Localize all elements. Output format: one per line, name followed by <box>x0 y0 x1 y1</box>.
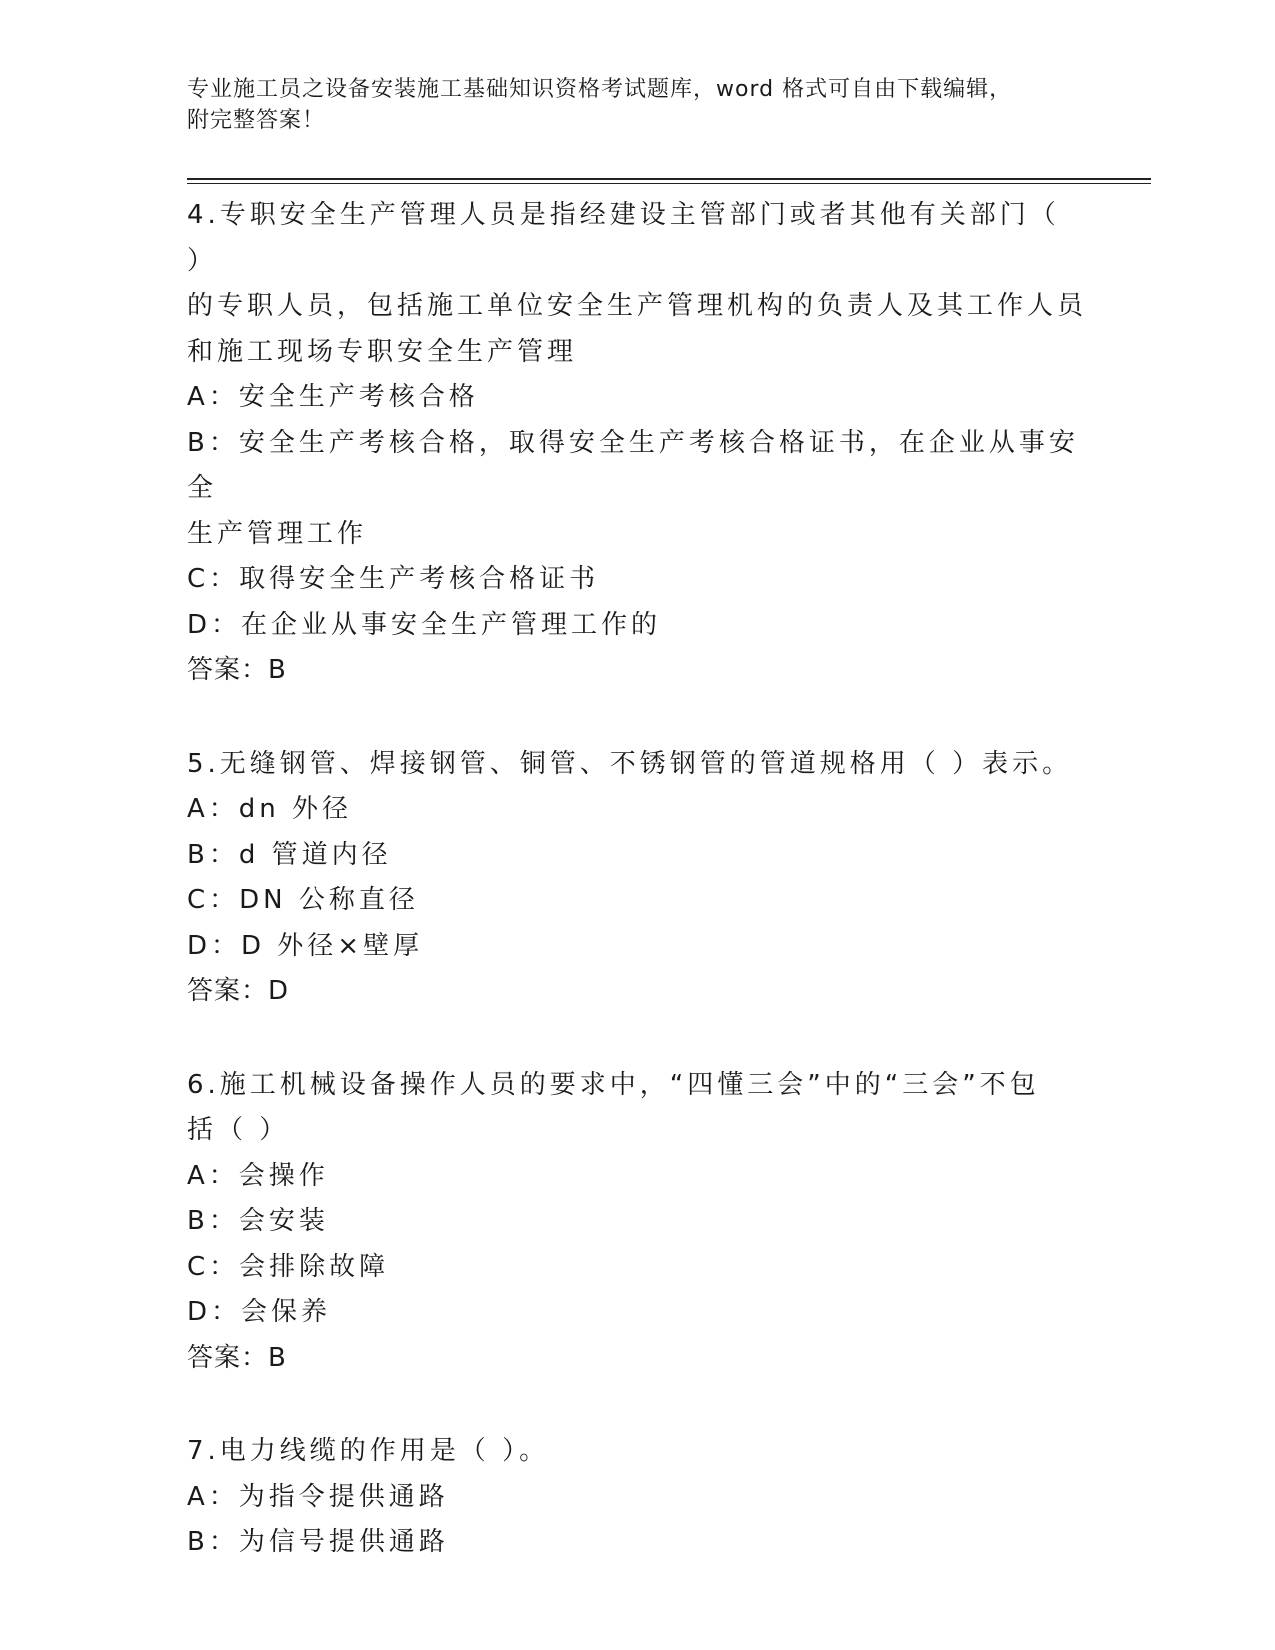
option-a: A：安全生产考核合格 <box>187 382 479 412</box>
option-b: B：为信号提供通路 <box>187 1527 449 1557</box>
header-line-1: 专业施工员之设备安装施工基础知识资格考试题库，word 格式可自由下载编辑， <box>187 77 1013 102</box>
option-a: A：dn 外径 <box>187 794 353 824</box>
answer-line: 答案：B <box>187 1342 287 1373</box>
option-b: B：d 管道内径 <box>187 839 392 870</box>
question-stem-line: 和施工现场专职安全生产管理 <box>187 336 578 367</box>
option-b: B：会安装 <box>187 1206 329 1236</box>
question-stem-line: 7.电力线缆的作用是（ ）。 <box>187 1436 550 1466</box>
answer-line: 答案：B <box>187 655 287 685</box>
question-6 <box>187 1063 1087 1382</box>
option-d: D：会保养 <box>187 1297 332 1327</box>
question-5 <box>187 742 1087 1015</box>
question-list <box>187 193 1087 1614</box>
option-d: D：在企业从事安全生产管理工作的 <box>187 609 662 640</box>
question-stem-line: 5.无缝钢管、焊接钢管、铜管、不锈钢管的管道规格用（ ）表示。 <box>187 748 1073 779</box>
option-c: C：会排除故障 <box>187 1251 390 1282</box>
question-7 <box>187 1429 1087 1566</box>
option-b-continued: 生产管理工作 <box>187 518 368 549</box>
header-line-2: 附完整答案！ <box>187 108 326 133</box>
question-4 <box>187 193 1087 694</box>
answer-line: 答案：D <box>187 976 290 1006</box>
question-stem-line: 6.施工机械设备操作人员的要求中，“四懂三会”中的“三会”不包 <box>187 1069 1040 1100</box>
question-stem-line: 括（ ） <box>187 1115 290 1145</box>
option-c: C：DN 公称直径 <box>187 885 419 915</box>
option-c: C：取得安全生产考核合格证书 <box>187 564 600 594</box>
option-a: A：会操作 <box>187 1160 329 1191</box>
option-d: D：D 外径×壁厚 <box>187 930 424 961</box>
option-a: A：为指令提供通路 <box>187 1481 449 1512</box>
header-divider-thick <box>187 178 1151 180</box>
question-stem-line: 4.专职安全生产管理人员是指经建设主管部门或者其他有关部门（ ） <box>187 200 1073 276</box>
document-header <box>187 74 1087 136</box>
option-b: B：安全生产考核合格，取得安全生产考核合格证书，在企业从事安全 <box>187 427 1079 503</box>
question-stem-line: 的专职人员，包括施工单位安全生产管理机构的负责人及其工作人员 <box>187 291 1088 321</box>
header-divider-thin <box>187 183 1151 184</box>
